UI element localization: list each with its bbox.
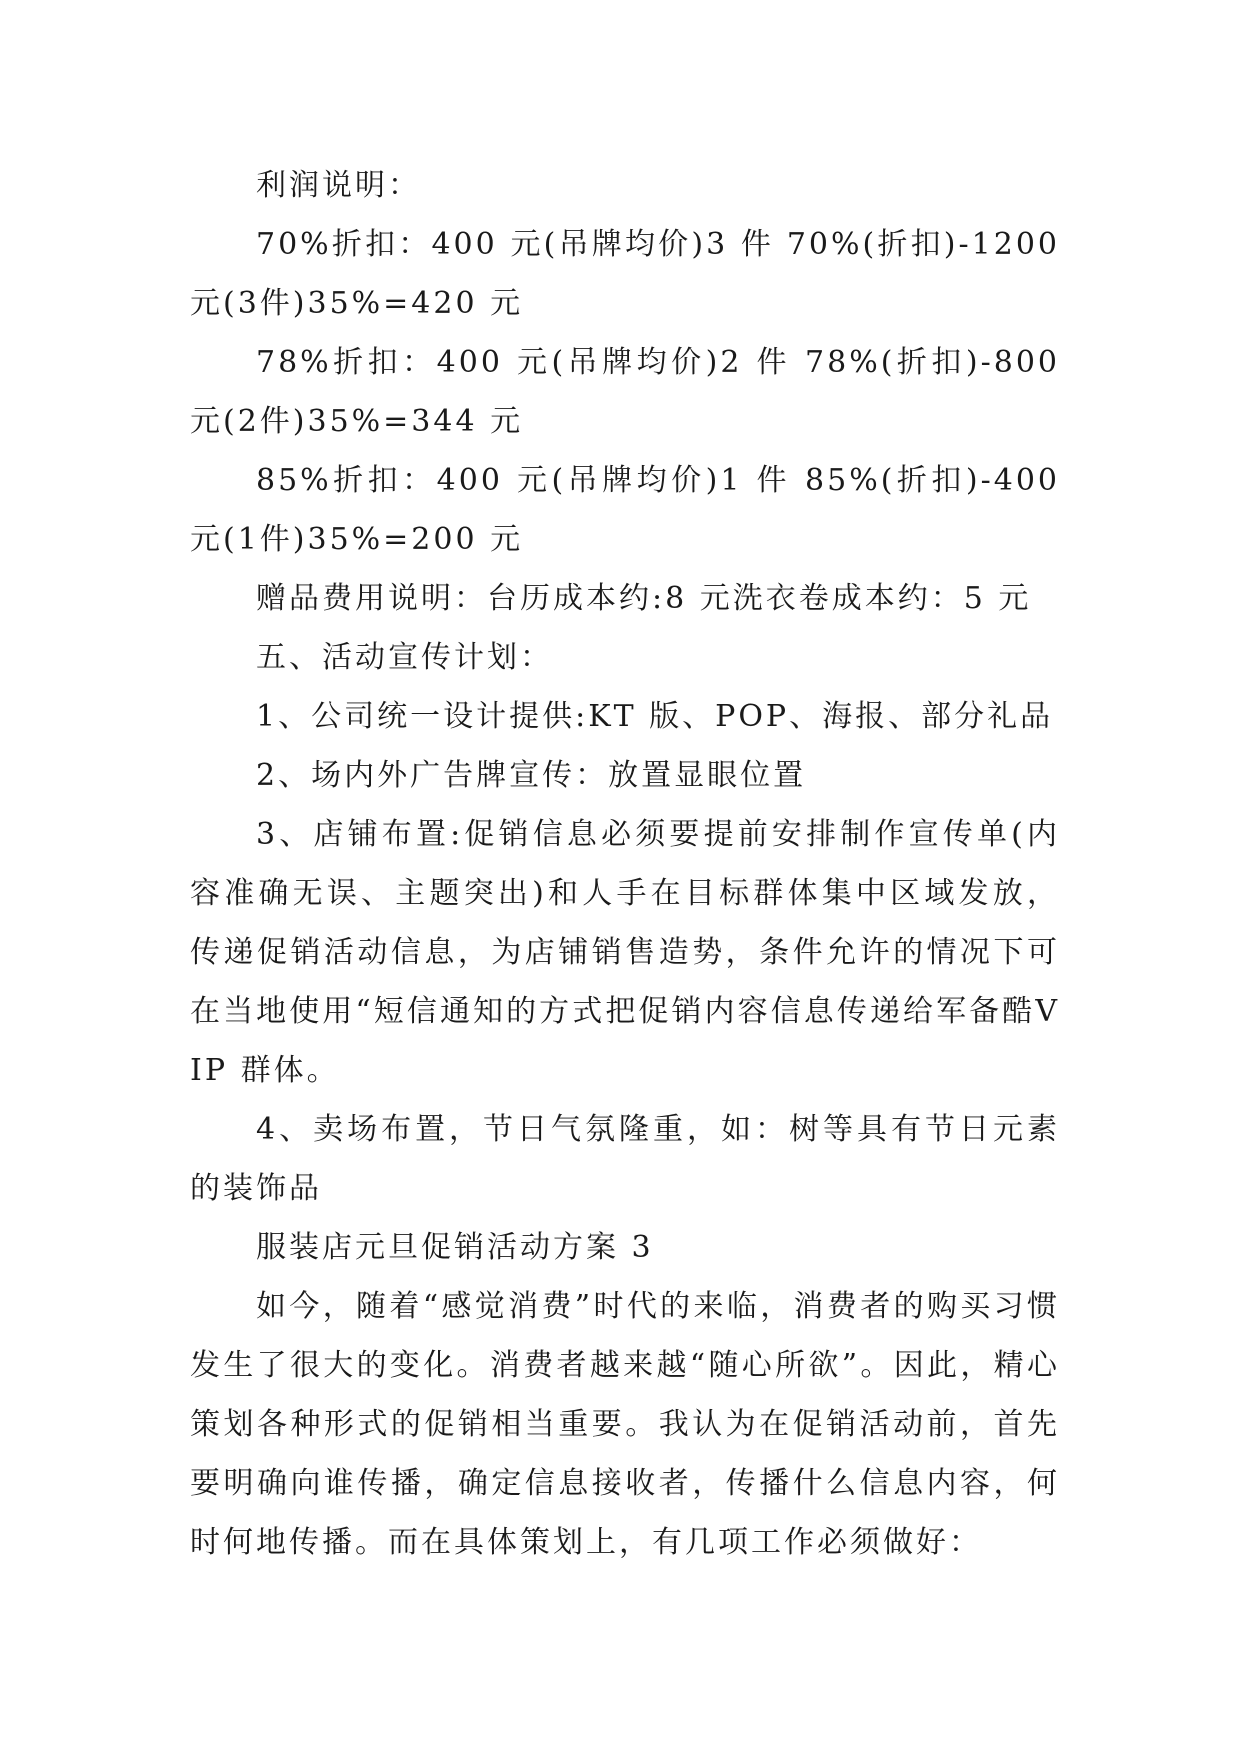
plan-item-3: 3、店铺布置:促销信息必须要提前安排制作宣传单(内容准确无误、主题突出)和人手在目标群体集中区域发放，传递促销活动信息，为店铺销售造势，条件允许的情况下可在当地使用“短信通知的方式把促销内容信息传递给军备酷VIP 群体。 <box>190 817 1060 1088</box>
gift-cost-paragraph: 赠品费用说明：台历成本约:8 元洗衣卷成本约：5 元 <box>256 581 1032 616</box>
intro-paragraph: 如今，随着“感觉消费”时代的来临，消费者的购买习惯发生了很大的变化。消费者越来越“随心所欲”。因此，精心策划各种形式的促销相当重要。我认为在促销活动前，首先要明确向谁传播，确定信息接收者，传播什么信息内容，何时何地传播。而在具体策划上，有几项工作必须做好： <box>190 1289 1060 1560</box>
section-title: 服装店元旦促销活动方案 3 <box>256 1230 654 1265</box>
discount-85-paragraph: 85%折扣：400 元(吊牌均价)1 件 85%(折扣)-400 元(1件)35%=200 元 <box>190 463 1060 557</box>
plan-item-1: 1、公司统一设计提供:KT 版、POP、海报、部分礼品 <box>256 699 1054 734</box>
document-body <box>190 156 1060 1572</box>
discount-70-paragraph: 70%折扣：400 元(吊牌均价)3 件 70%(折扣)-1200 元(3件)35%=420 元 <box>190 227 1060 321</box>
profit-explanation-heading: 利润说明： <box>256 168 421 203</box>
discount-78-paragraph: 78%折扣：400 元(吊牌均价)2 件 78%(折扣)-800 元(2件)35%=344 元 <box>190 345 1060 439</box>
plan-item-2: 2、场内外广告牌宣传：放置显眼位置 <box>256 758 807 793</box>
plan-item-4: 4、卖场布置，节日气氛隆重，如：树等具有节日元素的装饰品 <box>190 1112 1060 1206</box>
promotion-plan-heading: 五、活动宣传计划： <box>256 640 553 675</box>
